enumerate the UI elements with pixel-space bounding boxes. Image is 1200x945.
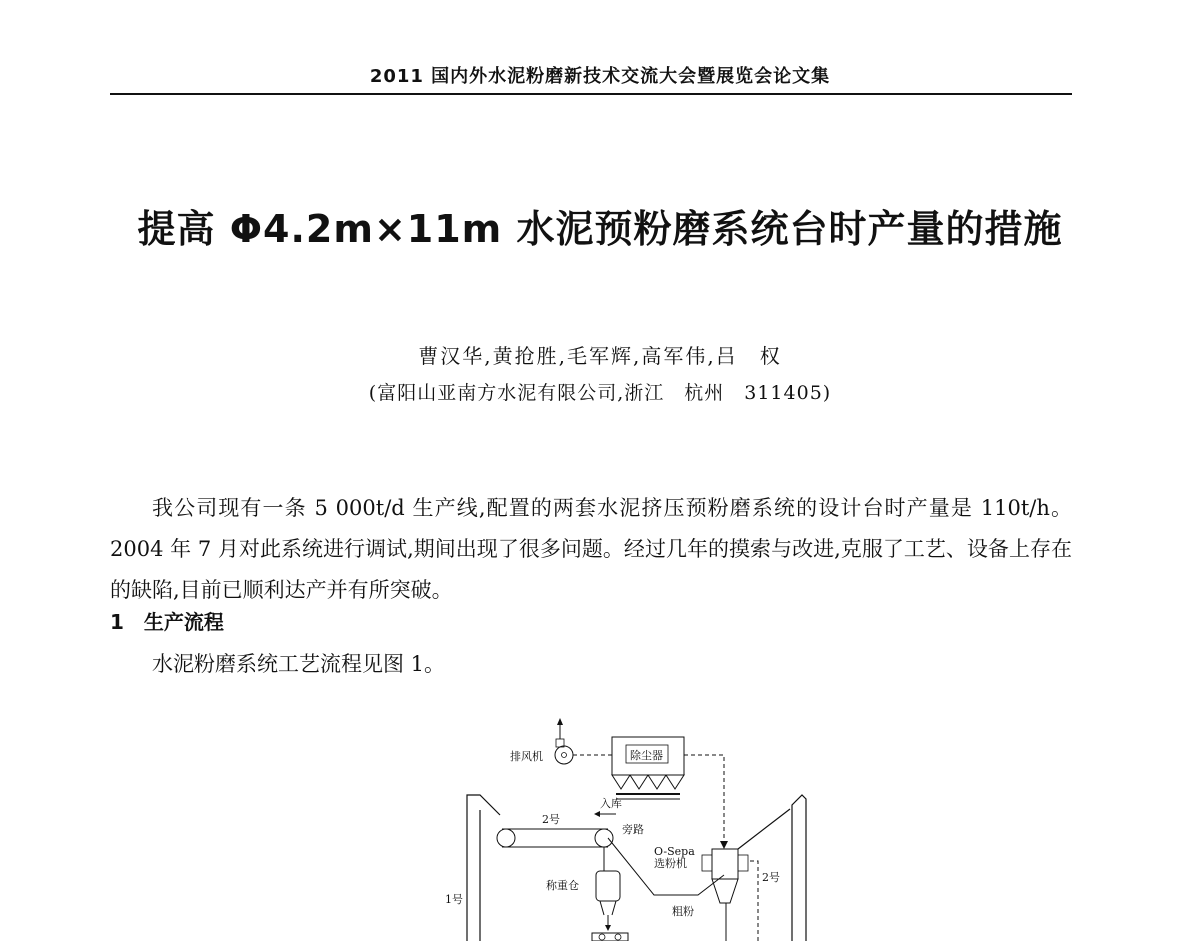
elevator-2-label: 2号 <box>762 871 780 884</box>
conveyor-2-label: 2号 <box>542 813 560 826</box>
conveyor-left-pulley <box>497 829 515 847</box>
intro-paragraph: 我公司现有一条 5 000t/d 生产线,配置的两套水泥挤压预粉磨系统的设计台时产量是 110t/h。2004 年 7 月对此系统进行调试,期间出现了很多问题。经过几年的摸索与改进,克服了工艺、设备上存在的缺陷,目前已顺利达产并有所突破。 <box>110 496 1072 602</box>
o-sepa-separator <box>712 849 738 879</box>
header-rule <box>110 93 1072 95</box>
coarse-powder-label: 粗粉 <box>672 905 694 918</box>
weigh-bin <box>596 871 620 901</box>
bypass-label: 旁路 <box>622 823 644 836</box>
paper-title: 提高 Φ4.2m×11m 水泥预粉磨系统台时产量的措施 <box>137 207 1063 251</box>
elevator-1-label: 1号 <box>445 893 463 906</box>
conveyor-right-pulley <box>595 829 613 847</box>
elevator-1 <box>467 795 500 941</box>
weigh-bin-label: 称重仓 <box>546 879 579 892</box>
section-1-text: 水泥粉磨系统工艺流程见图 1。 <box>152 652 446 676</box>
exhaust-arrowhead <box>557 718 563 725</box>
paper-affiliation: (富阳山亚南方水泥有限公司,浙江 杭州 311405) <box>368 382 832 404</box>
process-flow-diagram <box>440 715 840 941</box>
section-1-heading: 1 生产流程 <box>110 610 224 634</box>
process-flow-figure <box>440 715 840 941</box>
fan-icon <box>555 746 573 764</box>
paper-authors: 曹汉华,黄抢胜,毛军辉,高军伟,吕 权 <box>418 344 782 368</box>
to-silo-label: 入库 <box>600 797 622 810</box>
running-header: 2011 国内外水泥粉磨新技术交流大会暨展览会论文集 <box>369 66 831 87</box>
separator-label-line1: O-Sepa <box>654 845 695 858</box>
separator-label-line2: 选粉机 <box>654 857 687 870</box>
dust-collector-label: 除尘器 <box>630 749 663 762</box>
elevator-2 <box>792 795 806 941</box>
fan-label: 排风机 <box>510 750 543 763</box>
